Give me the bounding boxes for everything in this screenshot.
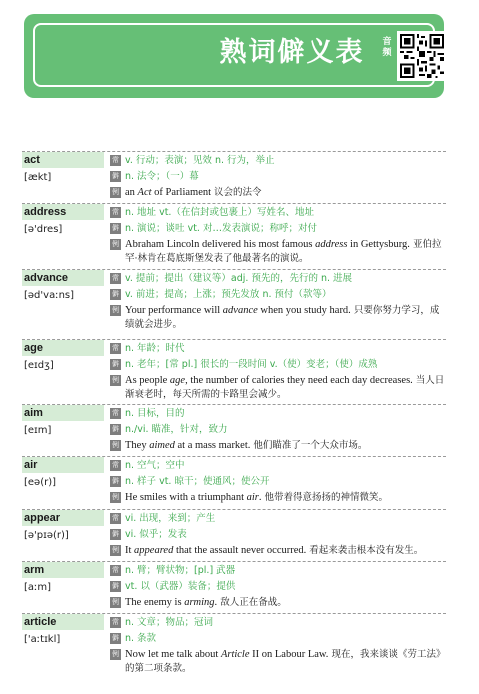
definition-line bbox=[110, 154, 446, 167]
example-line bbox=[110, 374, 446, 402]
example-translation: 他带着得意扬扬的神情微笑。 bbox=[261, 492, 389, 503]
example-en: II on Labour Law. bbox=[249, 649, 329, 660]
definition-text: vi. 似乎；发表 bbox=[125, 529, 187, 540]
headword: advance bbox=[22, 270, 104, 286]
definition-lines bbox=[110, 342, 446, 405]
example-en: . bbox=[258, 492, 262, 503]
vocab-entry bbox=[22, 456, 446, 503]
example-en: Your performance will bbox=[125, 305, 223, 316]
definition-lines bbox=[110, 512, 446, 561]
example-sentence bbox=[125, 439, 367, 453]
common-meaning-icon: 常 bbox=[112, 566, 119, 574]
example-sentence bbox=[125, 596, 287, 610]
headword: air bbox=[22, 457, 104, 473]
headword: age bbox=[22, 340, 104, 356]
example-en: in Gettysburg. bbox=[347, 239, 410, 250]
definition-text: n. 法令；（一）幕 bbox=[125, 171, 199, 182]
phonetic: [ækt] bbox=[24, 172, 52, 183]
phonetic: [ə'dres] bbox=[24, 224, 63, 235]
rare-meaning-icon: 僻 bbox=[112, 360, 119, 368]
example-en: at a mass market. bbox=[174, 440, 251, 451]
example-line bbox=[110, 186, 446, 200]
example-icon: 例 bbox=[112, 240, 119, 248]
example-en: an bbox=[125, 187, 138, 198]
definition-text: n. 条款 bbox=[125, 633, 157, 644]
example-en: when you study hard. bbox=[257, 305, 351, 316]
example-keyword: aimed bbox=[149, 440, 175, 451]
definition-line bbox=[110, 358, 446, 371]
definition-line bbox=[110, 288, 446, 301]
definition-text: n. 年龄；时代 bbox=[125, 343, 185, 354]
common-meaning-icon: 常 bbox=[112, 514, 119, 522]
phonetic: [aːm] bbox=[24, 582, 52, 593]
definition-lines bbox=[110, 272, 446, 335]
page-title: 熟词僻义表 bbox=[219, 37, 365, 68]
example-keyword: address bbox=[315, 239, 348, 250]
rare-meaning-icon: 僻 bbox=[112, 634, 119, 642]
vocab-entry bbox=[22, 151, 446, 198]
example-sentence bbox=[125, 186, 262, 200]
example-icon: 例 bbox=[112, 650, 119, 658]
example-en: It bbox=[125, 545, 135, 556]
example-icon: 例 bbox=[112, 441, 119, 449]
definition-line bbox=[110, 459, 446, 472]
qr-code[interactable] bbox=[397, 31, 447, 81]
example-line bbox=[110, 304, 446, 332]
example-keyword: arming bbox=[184, 597, 215, 608]
example-icon: 例 bbox=[112, 546, 119, 554]
rare-meaning-icon: 僻 bbox=[112, 530, 119, 538]
definition-line bbox=[110, 423, 446, 436]
banner-frame bbox=[33, 23, 435, 87]
example-icon: 例 bbox=[112, 376, 119, 384]
example-sentence bbox=[125, 648, 446, 676]
rare-meaning-icon: 僻 bbox=[112, 425, 119, 433]
example-sentence bbox=[125, 491, 388, 505]
headword: appear bbox=[22, 510, 104, 526]
example-icon: 例 bbox=[112, 306, 119, 314]
example-en: Abraham Lincoln delivered his most famous bbox=[125, 239, 316, 250]
definition-line bbox=[110, 272, 446, 285]
definition-line bbox=[110, 170, 446, 183]
definition-text: v. 行动；表演；见效 n. 行为，举止 bbox=[125, 155, 275, 166]
definition-line bbox=[110, 528, 446, 541]
example-translation: 亚伯拉罕·林肯在葛底斯堡发表了他最著名的演说。 bbox=[125, 239, 442, 264]
definition-text: vi. 出现，来到；产生 bbox=[125, 513, 216, 524]
vocab-entry bbox=[22, 404, 446, 451]
definition-line bbox=[110, 632, 446, 645]
common-meaning-icon: 常 bbox=[112, 618, 119, 626]
common-meaning-icon: 常 bbox=[112, 461, 119, 469]
phonetic: [eɪdʒ] bbox=[24, 360, 54, 371]
example-en: , the number of calories they need each day decreases. bbox=[185, 375, 413, 386]
phonetic: ['aːtɪkl] bbox=[24, 634, 61, 645]
definition-text: n. 样子 vt. 晾干；使通风；使公开 bbox=[125, 476, 270, 487]
common-meaning-icon: 常 bbox=[112, 274, 119, 282]
example-translation: 敌人正在备战。 bbox=[217, 597, 287, 608]
example-sentence bbox=[125, 544, 423, 558]
definition-line bbox=[110, 206, 446, 219]
phonetic: [əd'vaːns] bbox=[24, 290, 75, 301]
definition-text: v. 提前；提出（建议等）adj. 预先的，先行的 n. 进展 bbox=[125, 273, 353, 284]
rare-meaning-icon: 僻 bbox=[112, 172, 119, 180]
example-keyword: air bbox=[246, 492, 259, 503]
definition-text: n./vi. 瞄准，针对，致力 bbox=[125, 424, 228, 435]
rare-meaning-icon: 僻 bbox=[112, 477, 119, 485]
definition-lines bbox=[110, 407, 446, 456]
example-keyword: Act bbox=[137, 187, 152, 198]
definition-lines bbox=[110, 459, 446, 508]
definition-text: vt. 以（武器）装备；提供 bbox=[125, 581, 236, 592]
vocab-entry bbox=[22, 561, 446, 608]
example-translation: 议会的法令 bbox=[211, 187, 262, 198]
headword: act bbox=[22, 152, 104, 168]
headword: arm bbox=[22, 562, 104, 578]
example-line bbox=[110, 491, 446, 505]
example-en: The enemy is bbox=[125, 597, 185, 608]
definition-line bbox=[110, 512, 446, 525]
headword: address bbox=[22, 204, 104, 220]
example-en: . bbox=[214, 597, 218, 608]
example-line bbox=[110, 544, 446, 558]
common-meaning-icon: 常 bbox=[112, 409, 119, 417]
audio-label: 音频 bbox=[382, 37, 392, 58]
headword: article bbox=[22, 614, 104, 630]
example-translation: 看起来袭击根本没有发生。 bbox=[306, 545, 424, 556]
example-sentence bbox=[125, 374, 446, 402]
phonetic: [ə'pɪə(r)] bbox=[24, 530, 69, 541]
definition-line bbox=[110, 342, 446, 355]
example-en: As people bbox=[125, 375, 170, 386]
example-line bbox=[110, 439, 446, 453]
example-translation: 当人日渐衰老时，每天所需的卡路里会减少。 bbox=[125, 375, 445, 400]
definition-lines bbox=[110, 154, 446, 203]
definition-text: n. 空气；空中 bbox=[125, 460, 185, 471]
phonetic: [eə(r)] bbox=[24, 477, 57, 488]
common-meaning-icon: 常 bbox=[112, 208, 119, 216]
definition-line bbox=[110, 407, 446, 420]
example-icon: 例 bbox=[112, 493, 119, 501]
example-en: Now let me talk about bbox=[125, 649, 221, 660]
example-en: of Parliament bbox=[151, 187, 212, 198]
qr-code-icon bbox=[400, 34, 444, 78]
example-sentence bbox=[125, 304, 446, 332]
phonetic: [eɪm] bbox=[24, 425, 52, 436]
example-en: He smiles with a triumphant bbox=[125, 492, 247, 503]
example-translation: 只要你努力学习，成绩就会进步。 bbox=[125, 305, 440, 330]
vocab-entry bbox=[22, 269, 446, 330]
definition-text: n. 演说；谈吐 vt. 对…发表演说；称呼；对付 bbox=[125, 223, 317, 234]
example-en: that the assault never occurred. bbox=[173, 545, 307, 556]
definition-line bbox=[110, 580, 446, 593]
example-translation: 他们瞄准了一个大众市场。 bbox=[250, 440, 368, 451]
definition-lines bbox=[110, 616, 446, 679]
definition-lines bbox=[110, 206, 446, 269]
example-sentence bbox=[125, 238, 446, 266]
definition-text: n. 臂；臂状物；[pl.] 武器 bbox=[125, 565, 236, 576]
rare-meaning-icon: 僻 bbox=[112, 290, 119, 298]
definition-line bbox=[110, 475, 446, 488]
vocab-entry bbox=[22, 509, 446, 556]
example-icon: 例 bbox=[112, 188, 119, 196]
rare-meaning-icon: 僻 bbox=[112, 582, 119, 590]
definition-text: n. 地址 vt.（在信封或包裹上）写姓名、地址 bbox=[125, 207, 314, 218]
vocab-entry bbox=[22, 203, 446, 264]
example-line bbox=[110, 238, 446, 266]
example-keyword: Article bbox=[220, 649, 250, 660]
definition-line bbox=[110, 564, 446, 577]
example-keyword: advance bbox=[222, 305, 258, 316]
definition-lines bbox=[110, 564, 446, 613]
definition-text: n. 老年；[常 pl.] 很长的一段时间 v.（使）变老；（使）成熟 bbox=[125, 359, 378, 370]
definition-line bbox=[110, 222, 446, 235]
definition-text: n. 文章；物品；冠词 bbox=[125, 617, 214, 628]
definition-text: n. 目标，目的 bbox=[125, 408, 185, 419]
definition-text: v. 前进；提高；上涨；预先发放 n. 预付（款等） bbox=[125, 289, 332, 300]
definition-line bbox=[110, 616, 446, 629]
vocab-entry bbox=[22, 613, 446, 674]
headword: aim bbox=[22, 405, 104, 421]
example-icon: 例 bbox=[112, 598, 119, 606]
common-meaning-icon: 常 bbox=[112, 344, 119, 352]
example-line bbox=[110, 596, 446, 610]
example-en: They bbox=[125, 440, 150, 451]
example-translation: 现在，我来谈谈《劳工法》的第二项条款。 bbox=[125, 649, 446, 674]
rare-meaning-icon: 僻 bbox=[112, 224, 119, 232]
example-line bbox=[110, 648, 446, 676]
common-meaning-icon: 常 bbox=[112, 156, 119, 164]
vocab-entry bbox=[22, 339, 446, 400]
example-keyword: age bbox=[169, 375, 186, 386]
example-keyword: appeared bbox=[134, 545, 174, 556]
header-banner bbox=[24, 14, 444, 98]
